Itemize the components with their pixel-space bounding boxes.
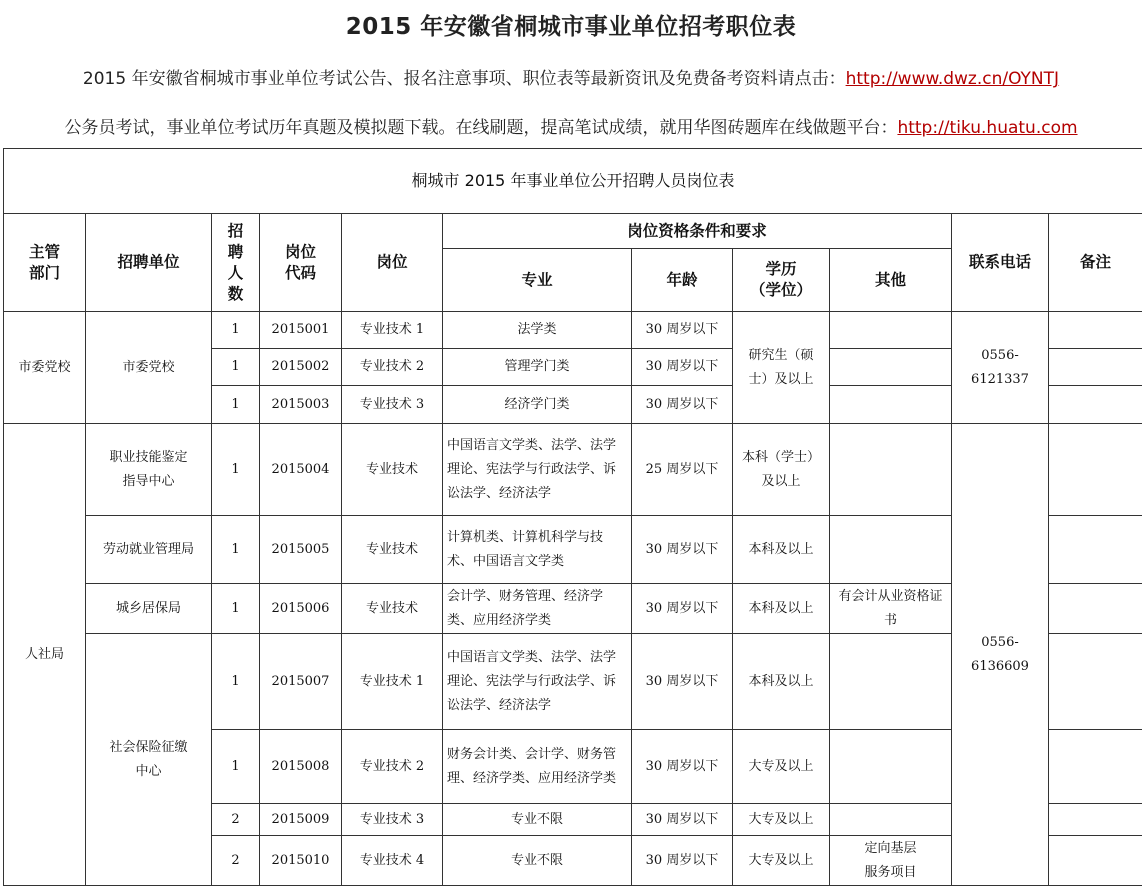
cell-post: 专业技术 3 [342, 386, 443, 424]
table-caption: 桐城市 2015 年事业单位公开招聘人员岗位表 [4, 149, 1142, 214]
cell-code: 2015008 [260, 730, 342, 804]
cell-code: 2015007 [260, 634, 342, 730]
cell-count: 1 [212, 349, 260, 386]
cell-major: 经济学门类 [443, 386, 632, 424]
cell-count: 2 [212, 836, 260, 886]
caption-row [4, 149, 1142, 214]
cell-age: 30 周岁以下 [632, 349, 733, 386]
cell-post: 专业技术 [342, 424, 443, 516]
cell-age: 30 周岁以下 [632, 584, 733, 634]
cell-code: 2015002 [260, 349, 342, 386]
cell-major: 专业不限 [443, 804, 632, 836]
cell-post: 专业技术 [342, 516, 443, 584]
cell-age: 30 周岁以下 [632, 730, 733, 804]
cell-other [830, 349, 952, 386]
cell-count: 1 [212, 634, 260, 730]
cell-post: 专业技术 1 [342, 312, 443, 349]
cell-other [830, 312, 952, 349]
header-age: 年龄 [632, 249, 733, 312]
cell-count: 1 [212, 584, 260, 634]
cell-unit: 社会保险征缴 中心 [86, 634, 212, 886]
header-qualification: 岗位资格条件和要求 [443, 214, 952, 249]
cell-major: 会计学、财务管理、经济学类、应用经济学类 [443, 584, 632, 634]
info-line-1-text: 2015 年安徽省桐城市事业单位考试公告、报名注意事项、职位表等最新资讯及免费备考资料请点击： [82, 69, 846, 89]
cell-other: 有会计从业资格证书 [830, 584, 952, 634]
cell-unit: 市委党校 [86, 312, 212, 424]
cell-major: 财务会计类、会计学、财务管理、经济学类、应用经济学类 [443, 730, 632, 804]
cell-post: 专业技术 1 [342, 634, 443, 730]
cell-post: 专业技术 [342, 584, 443, 634]
header-row-1 [4, 214, 1142, 249]
cell-major: 管理学门类 [443, 349, 632, 386]
cell-age: 30 周岁以下 [632, 634, 733, 730]
cell-age: 30 周岁以下 [632, 312, 733, 349]
cell-remark [1049, 516, 1142, 584]
cell-code: 2015005 [260, 516, 342, 584]
cell-other [830, 634, 952, 730]
cell-phone: 0556- 6136609 [952, 424, 1049, 886]
cell-education: 本科及以上 [733, 516, 830, 584]
cell-remark [1049, 424, 1142, 516]
info-line-2 [0, 113, 1142, 138]
cell-education: 大专及以上 [733, 804, 830, 836]
cell-other [830, 804, 952, 836]
cell-education: 大专及以上 [733, 836, 830, 886]
header-education: 学历 （学位） [733, 249, 830, 312]
cell-unit: 劳动就业管理局 [86, 516, 212, 584]
cell-count: 2 [212, 804, 260, 836]
header-dept: 主管 部门 [4, 214, 86, 312]
info-line-1 [0, 64, 1142, 89]
cell-major: 计算机类、计算机科学与技术、中国语言文学类 [443, 516, 632, 584]
cell-post: 专业技术 4 [342, 836, 443, 886]
cell-remark [1049, 312, 1142, 349]
cell-age: 25 周岁以下 [632, 424, 733, 516]
header-code: 岗位 代码 [260, 214, 342, 312]
cell-remark [1049, 730, 1142, 804]
cell-unit: 职业技能鉴定 指导中心 [86, 424, 212, 516]
cell-count: 1 [212, 424, 260, 516]
cell-other [830, 516, 952, 584]
cell-unit: 城乡居保局 [86, 584, 212, 634]
cell-post: 专业技术 2 [342, 349, 443, 386]
header-phone: 联系电话 [952, 214, 1049, 312]
cell-other [830, 730, 952, 804]
cell-code: 2015003 [260, 386, 342, 424]
header-post: 岗位 [342, 214, 443, 312]
cell-education: 大专及以上 [733, 730, 830, 804]
cell-education: 研究生（硕 士）及以上 [733, 312, 830, 424]
header-other: 其他 [830, 249, 952, 312]
cell-age: 30 周岁以下 [632, 516, 733, 584]
cell-other: 定向基层 服务项目 [830, 836, 952, 886]
cell-education: 本科及以上 [733, 584, 830, 634]
cell-remark [1049, 349, 1142, 386]
page-title: 2015 年安徽省桐城市事业单位招考职位表 [345, 14, 797, 40]
cell-major: 法学类 [443, 312, 632, 349]
header-unit: 招聘单位 [86, 214, 212, 312]
tiku-link[interactable]: http://tiku.huatu.com [897, 118, 1078, 138]
cell-count: 1 [212, 386, 260, 424]
cell-count: 1 [212, 730, 260, 804]
cell-remark [1049, 634, 1142, 730]
cell-phone: 0556- 6121337 [952, 312, 1049, 424]
positions-table [3, 148, 1142, 886]
cell-code: 2015006 [260, 584, 342, 634]
cell-remark [1049, 804, 1142, 836]
cell-other [830, 386, 952, 424]
cell-code: 2015010 [260, 836, 342, 886]
info-line-2-text: 公务员考试，事业单位考试历年真题及模拟题下载。在线刷题，提高笔试成绩，就用华图砖题库在线做题平台： [64, 118, 898, 138]
cell-age: 30 周岁以下 [632, 804, 733, 836]
cell-count: 1 [212, 516, 260, 584]
cell-remark [1049, 836, 1142, 886]
cell-education: 本科（学士） 及以上 [733, 424, 830, 516]
cell-remark [1049, 386, 1142, 424]
cell-other [830, 424, 952, 516]
cell-post: 专业技术 2 [342, 730, 443, 804]
cell-education: 本科及以上 [733, 634, 830, 730]
header-major: 专业 [443, 249, 632, 312]
cell-post: 专业技术 3 [342, 804, 443, 836]
cell-code: 2015004 [260, 424, 342, 516]
cell-remark [1049, 584, 1142, 634]
announcement-link[interactable]: http://www.dwz.cn/OYNTJ [845, 69, 1060, 89]
cell-major: 专业不限 [443, 836, 632, 886]
cell-age: 30 周岁以下 [632, 386, 733, 424]
cell-dept: 人社局 [4, 424, 86, 886]
cell-code: 2015009 [260, 804, 342, 836]
cell-age: 30 周岁以下 [632, 836, 733, 886]
header-remark: 备注 [1049, 214, 1142, 312]
table-row [4, 312, 1142, 349]
cell-dept: 市委党校 [4, 312, 86, 424]
cell-major: 中国语言文学类、法学、法学理论、宪法学与行政法学、诉讼法学、经济法学 [443, 424, 632, 516]
table-row [4, 424, 1142, 516]
cell-major: 中国语言文学类、法学、法学理论、宪法学与行政法学、诉讼法学、经济法学 [443, 634, 632, 730]
header-count: 招 聘 人 数 [212, 214, 260, 312]
cell-count: 1 [212, 312, 260, 349]
cell-code: 2015001 [260, 312, 342, 349]
